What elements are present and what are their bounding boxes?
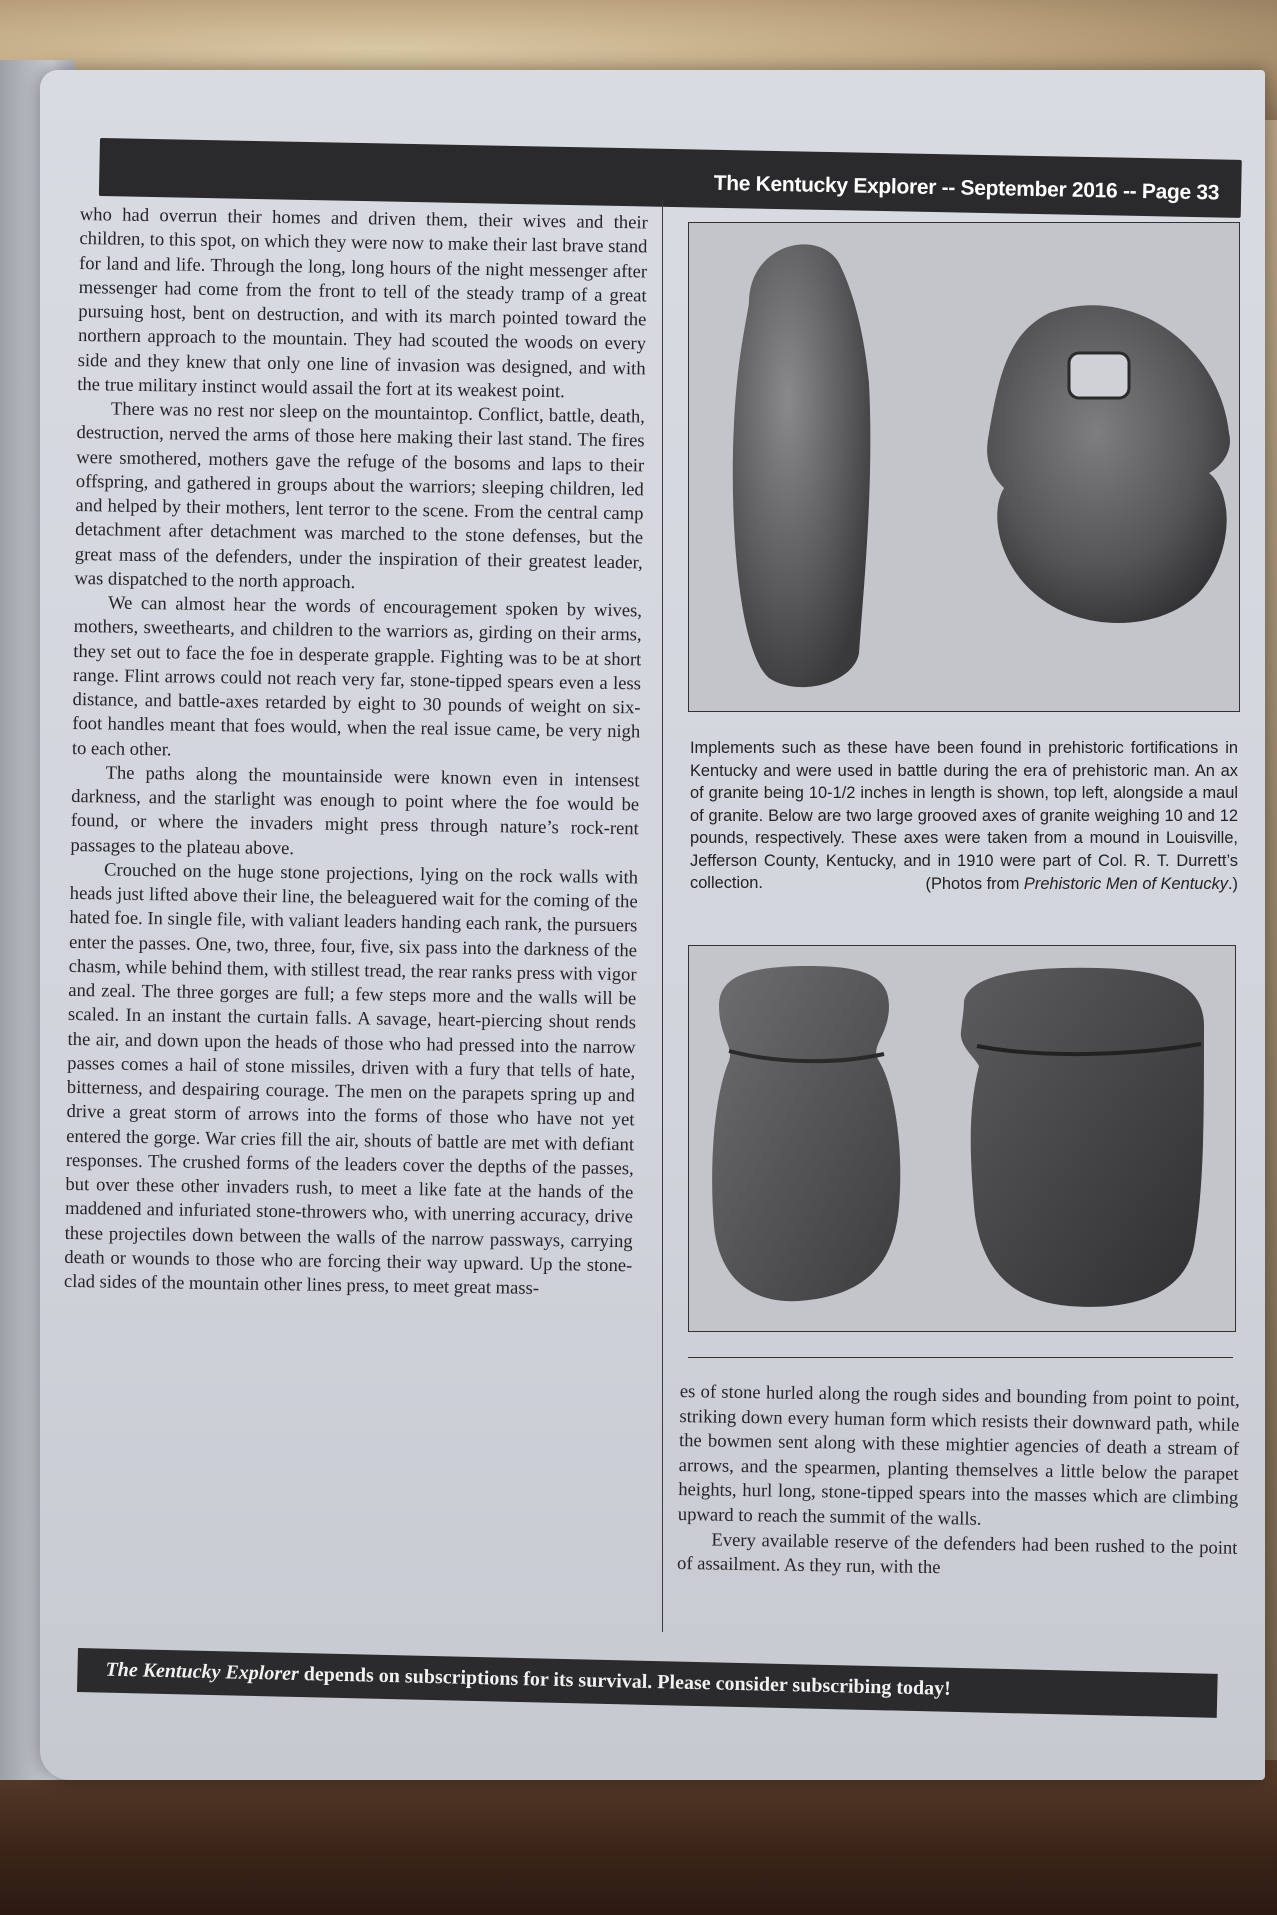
photo-caption (690, 737, 1238, 895)
column-divider (662, 200, 663, 1632)
subscription-message: depends on subscriptions for its survival. Please consider subscribing today! (298, 1663, 952, 1700)
photo-grooved-axes (688, 945, 1236, 1332)
article-paragraph: who had overrun their homes and driven them, their wives and their children, to this spot, on which they were now to make their last brave stand for land and life. Through the long, long hours of the night messenger after messenger had come from the front to tell of the steady tramp of a great pursuing host, bent on destruction, and with its march pointed toward the northern approach to the mountain. They had scouted the woods on every side and they knew that only one line of invasion was designed, and with the true military instinct would assail the fort at its weakest point. (77, 203, 648, 402)
article-paragraph: Crouched on the huge stone projections, lying on the rock walls with heads just lifted above their line, the beleaguered wait for the coming of the hated foe. In single file, with valiant leaders handing each rank, the pursuers enter the passes. One, two, three, four, five, six pass into the darkness of the chasm, while behind them, with stillest tread, the rear ranks press with vigor and zeal. The three gorges are full; a few steps more and the walls will be scaled. In an instant the curtain falls. A savage, heart-piercing shout rends the air, and down upon the heads of those who had pressed into the narrow passes comes a hail of stone missiles, driven with a fury that tells of hate, bitterness, and despairing courage. The men on the parapets spring up and drive a great storm of arrows into the forms of those who have not yet entered the gorge. War cries fill the air, shouts of battle are met with defiant responses. The crushed forms of the leaders cover the depths of the passes, but over these other invaders rush, to meet a like fate at the hands of the maddened and infuriated stone-throwers who, with unerring accuracy, drive these projectiles down between the walls of the narrow passways, carrying death or wounds to those who are forcing their way upward. Up the stone-clad sides of the mountain other lines press, to meet great mass- (63, 859, 639, 1299)
photo-credit: (Photos from Prehistoric Men of Kentucky.) (925, 874, 1238, 893)
grooved-ax-left-shape (712, 966, 900, 1301)
article-paragraph: There was no rest nor sleep on the mountaintop. Conflict, battle, death, destruction, nerved the arms of those here making their last stand. The fires were smothered, mothers gave the refuge of the bosoms and laps to their offspring, and gathered in groups about the warriors; sleeping children, led and helped by their mothers, lent terror to the scene. From the central camp detachment after detachment was marched to the stone defenses, but the great mass of the defenders, under the inspiration of their greatest leader, was dispatched to the north approach. (74, 398, 646, 593)
table-surface-bottom (0, 1760, 1277, 1915)
granite-ax-shape (733, 244, 871, 687)
article-column-left (59, 203, 648, 1641)
maul-hafting-hole (1069, 353, 1129, 398)
article-paragraph: es of stone hurled along the rough sides and bounding from point to point, striking down every human form which resists their downward path, while the bowmen sent along with these mightier agencies of death a stream of arrows, and the spearmen, planting themselves a little below the parapet heights, hurl long, stone-tipped spears into the masses which are climbing upward to reach the summit of the walls. (677, 1380, 1240, 1530)
credit-book-title: Prehistoric Men of Kentucky (1023, 874, 1228, 893)
page-header-title: The Kentucky Explorer -- September 2016 -- Page 33 (713, 171, 1220, 205)
grooved-ax-right-shape (961, 968, 1204, 1307)
subscription-banner-text (105, 1659, 951, 1701)
article-column-right (677, 1380, 1240, 1586)
photo-ax-and-maul (688, 222, 1240, 712)
section-rule (688, 1357, 1233, 1358)
grooved-axes-illustration (689, 946, 1235, 1331)
article-paragraph: The paths along the mountainside were known even in intensest darkness, and the starlight was enough to point where the foe would be found, or where the invaders might press through nature’s rock-rent passages to the plateau above. (70, 762, 640, 859)
publication-name: The Kentucky Explorer (105, 1658, 300, 1686)
article-paragraph: We can almost hear the words of encouragement spoken by wives, mothers, sweethearts, and children to the warriors as, girding on their arms, they set out to face the foe in desperate grapple. Fighting was to be at short range. Flint arrows could not reach very far, stone-tipped spears even a less distance, and battle-axes retarded by eight to 30 pounds of weight on six-foot handles meant that foes would, when the real issue came, be very nigh to each other. (71, 592, 643, 760)
article-paragraph: Every available reserve of the defenders had been rushed to the point of assailment. As they run, with the (676, 1529, 1238, 1579)
ax-and-maul-illustration (689, 223, 1239, 711)
caption-text: Implements such as these have been found in prehistoric fortifications in Kentucky and were used in battle during the era of prehistoric man. An ax of granite being 10-1/2 inches in length is shown, top left, alongside a maul of granite. Below are two large grooved axes of granite weighing 10 and 12 pounds, respectively. These axes were taken from a mound in Louisville, Jefferson County, Kentucky, and in 1910 were part of Col. R. T. Durrett’s collection. (690, 739, 1238, 892)
